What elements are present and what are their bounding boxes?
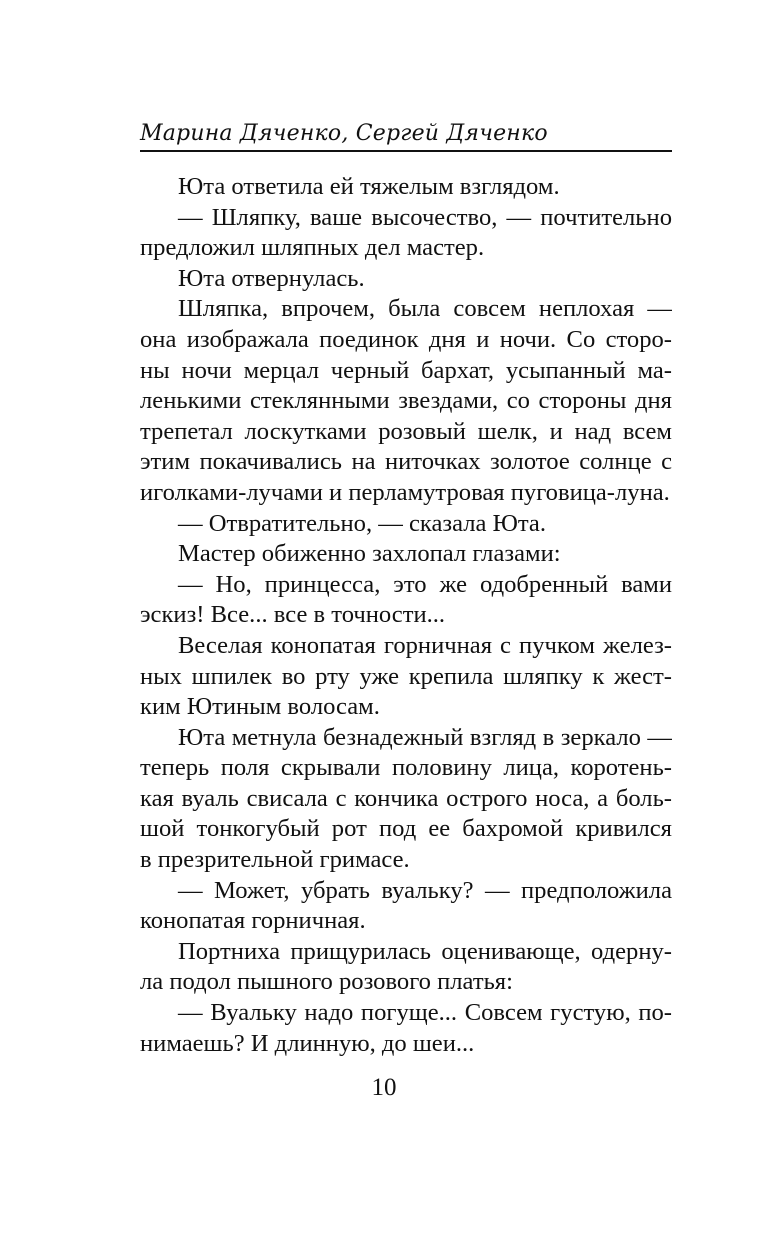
text-line: трепетал лоскутками розовый шелк, и над всем — [140, 417, 672, 445]
text-line: ленькими стеклянными звездами, со стороны дня — [140, 387, 672, 415]
text-line: ны ночи мерцал черный бархат, усыпанный ма- — [140, 356, 672, 384]
text-line: теперь поля скрывали половину лица, коротень- — [140, 754, 672, 782]
text-line: ных шпилек во рту уже крепила шляпку к жест- — [140, 662, 672, 690]
header-authors: Марина Дяченко, Сергей Дяченко — [140, 121, 548, 146]
text-line: — Шляпку, ваше высочество, — почтительно — [178, 203, 672, 231]
text-line: ким Ютиным волосам. — [140, 693, 380, 721]
text-line: предложил шляпных дел мастер. — [140, 234, 485, 262]
text-line: эскиз! Все... все в точности... — [140, 601, 446, 629]
text-line: — Но, принцесса, это же одобренный вами — [178, 570, 672, 598]
text-line: — Может, убрать вуальку? — предположила — [178, 876, 672, 904]
text-line: — Отвратительно, — сказала Юта. — [178, 509, 546, 537]
text-line: она изображала поединок дня и ночи. Со сторо- — [140, 325, 672, 353]
text-line: иголками-лучами и перламутровая пуговица-луна. — [140, 478, 670, 506]
text-line: Юта отвернулась. — [178, 264, 365, 292]
text-line: ла подол пышного розового платья: — [140, 968, 513, 996]
text-line: Портниха прищурилась оценивающе, одерну- — [178, 937, 672, 965]
running-header — [140, 118, 672, 152]
text-line: Юта метнула безнадежный взгляд в зеркало — — [178, 723, 672, 751]
text-line: Веселая конопатая горничная с пучком желез- — [178, 631, 672, 659]
text-line: Мастер обиженно захлопал глазами: — [178, 540, 561, 568]
text-line: шой тонкогубый рот под ее бахромой кривился — [140, 815, 672, 843]
page-number: 10 — [371, 1074, 397, 1101]
text-line: Шляпка, впрочем, была совсем неплохая — — [178, 295, 672, 323]
text-line: этим покачивались на ниточках золотое солнце с — [140, 448, 672, 476]
text-line: кая вуаль свисала с кончика острого носа, а боль- — [140, 784, 672, 812]
text-line: в презрительной гримасе. — [140, 846, 410, 874]
text-line: нимаешь? И длинную, до шеи... — [140, 1029, 475, 1057]
text-body — [140, 172, 672, 1059]
text-line: — Вуальку надо погуще... Совсем густую, по- — [178, 999, 672, 1027]
text-line: конопатая горничная. — [140, 907, 366, 935]
text-line: Юта ответила ей тяжелым взглядом. — [178, 173, 560, 200]
